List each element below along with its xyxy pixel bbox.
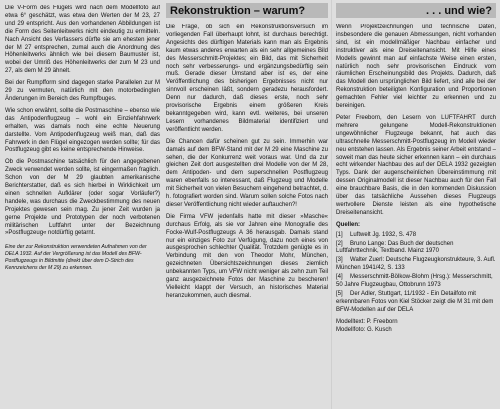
source-item: [4] Messerschmitt-Bölkow-Blohm (Hrsg.): Messerschmitt, 50 Jahre Flugzeugbau, Ottobrunn 1973 bbox=[336, 274, 493, 289]
left-paragraph: Ob die Postmaschine tatsächlich für den angegebenen Zweck verwendet werden sollte, ist eingermaßen fraglich. Schon von der M 29 glaubten amerikanische Berichterstatter, daß es sich hierbei in Wirklichkeit um einen schnellen Aufklärer (oder sogar Vorläufer?) handele, was durchaus die Zweckbestimmung des neuen Projektes gewesen sein mag. Zu jener Zeit wurden ja gerne Projekte und Prototypen der noch verbotenen militärischen Luftfahrt unter der Bezeichnung »Postflugzeug« notdürftig getarnt. bbox=[5, 159, 160, 237]
photo-caption: Eine der zur Rekonstruktion verwendeten Aufnahmen von der DELA 1932. Auf der Vergrößerung ist das Modell des BFW-Postflugzeugs in Bildmitte (direkt über dem D-Strich des Kennzeichens der M 29) zu erkennen. bbox=[5, 244, 147, 271]
source-item: [3] Walter Zuerl: Deutsche Flugzeugkonstrukteure, 3. Aufl. München 1941/42, S. 133 bbox=[336, 257, 496, 272]
middle-paragraph: Die Frage, ob sich ein Rekonstruktionsversuch im vorliegenden Fall überhaupt lohnt, ist durchaus berechtigt. Angesichts des dürftigen Materials kann man als Ergebnis kaum etwas anderes erwarten als ein sehr allgemeines Bild des Messerschmitt-Projektes; ein Bild, das mit Sicherheit noch sehr verbesserungs- und ergänzungsbedürftig sein muß. Gerade dieser Umstand aber ist es, der eine Veröffentlichung des bisherigen Ergebnisses nicht nur sinnvoll erscheinen läßt, sondern geradezu herausfordert. Denn nur dadurch, daß dieses erste, noch sehr provisorische Ergebnis einem größeren Kreis bekanntgegeben wird, kann evtl. weiteres, bei unseren Lesern vorhandenes Bildmaterial identifiziert und veröffentlicht werden. bbox=[166, 24, 328, 133]
right-paragraph: Wenn Projektzeichnungen und technische Daten, insbesondere die genauen Abmessungen, nicht vorhanden sind, ist ein modellmäßiger Nachbau einfacher und instruktiver als eine Dreiseitenansicht. Mit Hilfe eines Modells gewinnt man auf einfachste Weise einen ersten, natürlich noch sehr provisorischen Eindruck vom räumlichen Erscheinungsbild des Projekts. Dadurch, daß das Modell den ursprünglichen Bild liefert, sind alle bei der Rekonstruktion beteiligten Konfiguration und Proportionen gemachten Fehler viel leichter zu erkennen und zu bereinigen. bbox=[336, 24, 496, 110]
left-paragraph: Bei der Rumpfform sind dagegen starke Parallelen zur M 29 zu vermuten, natürlich mit den motorbedingten Änderungen im Bereich des Rumpfbuges. bbox=[5, 80, 160, 102]
left-paragraph: Wie schon erwähnt, sollte die Postmaschine – ebenso wie das Antipodenflugzeug – wohl ein Einziehfahrwerk erhalten, was damals noch eine echte Neuerung darstellte. Vom Antipodenflugzeug weiß man, daß das Fahrwerk in den Flügel eingezogen werden sollte; für das Postflugzeug gibt es keine entsprechende Hinweise. bbox=[5, 107, 160, 154]
section-heading-reconstruction bbox=[166, 3, 328, 18]
right-column bbox=[336, 24, 496, 409]
sources-title: Quellen: bbox=[336, 221, 361, 228]
column-divider bbox=[331, 0, 332, 409]
middle-column bbox=[166, 24, 328, 409]
heading-text: Rekonstruktion – warum? bbox=[170, 4, 306, 17]
source-item: [2] Bruno Lange: Das Buch der deutschen Luftfahrttechnik, Textband. Mainz 1970 bbox=[336, 240, 454, 255]
left-paragraph: Die V-Form des Flügels wird nach dem Modellfoto auf etwa 6° geschätzt, was etwa den Werten der M 23, 27 und 29 entspricht. Aus den vorhandenen Abbildungen ist die Form des Seitenleitwerks nicht eindeutig zu ermitteln. Nach Ansicht des Verfassers dürfte sie am ehesten jener der M 27 entsprechen, zumal auch die Anordnung des Höhenleitwerks ähnlich wie bei diesem Baumuster ist, wobei der Umriß des Höhenleitwerks der zum M 23 und 27, als dem M 29 ähnelt. bbox=[5, 5, 160, 75]
middle-paragraph: Die Chancen dafür scheinen gut zu sein. Immerhin war damals auf dem BFW-Stand mit der M 29 eine Maschine zu sehen, die der Konkurrenz weit voraus war. Und da zur gleichen Zeit dort ausgestellten drei Modelle von der M 28, dem Antipoden- und dem superschnellen Postflugzeug waren ebenfalls so interessant, daß Flugzeug und Modelle mit Sicherheit von vielen Besuchern eingehend betrachtet, d. h. fotografiert worden sind. Warum sollen solche Fotos nach dieser Veröffentlichung nicht wieder auftauchen?! bbox=[166, 138, 328, 208]
heading-text: . . . und wie? bbox=[426, 4, 492, 17]
middle-paragraph: Die Firma VFW jedenfalls hatte mit dieser »Masche« durchaus Erfolg, als sie vor Jahren eine Monografie des Focke-Wulf-Postflugzeugs A 36 herausgab. Damals stand nur ein einziges Foto zur Verfügung, dazu noch eines von ausgesprochen schlechter Qualität. Trotzdem genügte es in Verbindung mit den von Theodor Mohr, München, gezeichneten Übersichtszeichnungen dieses ziemlich unbekannten Typs, um VFW nicht weniger als zehn zum Teil ganz ausgezeichnete Fotos der Maschine zu bescheren! Vielleicht klappt der Versuch, an historisches Material heranzukommen, auch diesmal. bbox=[166, 213, 328, 299]
signature: Modelltext: P. Freeborn Modellfoto: G. Kusch bbox=[336, 318, 398, 333]
source-item: [5] Der Adler, Stuttgart, 11/1932 - Ein Detailfoto mit erkennbaren Fotos von Kiel Stöcker zeigt die M 31 mit dem BFW-Modellen auf der DELA bbox=[336, 291, 494, 313]
right-paragraph: Peter Freeborn, den Lesern von LUFTFAHRT durch mehrere gelungene Modell-Rekonstruktionen ungewöhnlicher Flugzeuge bekannt, hat auch das ultraschnelle Messerschmitt-Postflugzeug im Modell wieder neu entstehen lassen. Als Ergebnis seiner Arbeit entstand – soweit man das heute sicher erkennen kann – ein durchaus echt wirkender Nachbau des auf der DELA 1932 gezeigten Typs. Dank der augenscheinlichen Übereinstimmung mit dessen Originalmodell ist dieser Nachbau auch für den Fall eine brauchbare Basis, die in den kommenden Diskussion über das tatsächliche Aussehen dieses Flugzeugs wertvollere Dienste leisten als eine hypothetische Dreiseitenansicht. bbox=[336, 114, 496, 216]
sources-list bbox=[336, 232, 496, 315]
source-item: [1] Luftwelt Jg. 1932, S. 478 bbox=[336, 231, 417, 238]
section-heading-and-how bbox=[336, 3, 496, 18]
left-column bbox=[5, 5, 160, 409]
